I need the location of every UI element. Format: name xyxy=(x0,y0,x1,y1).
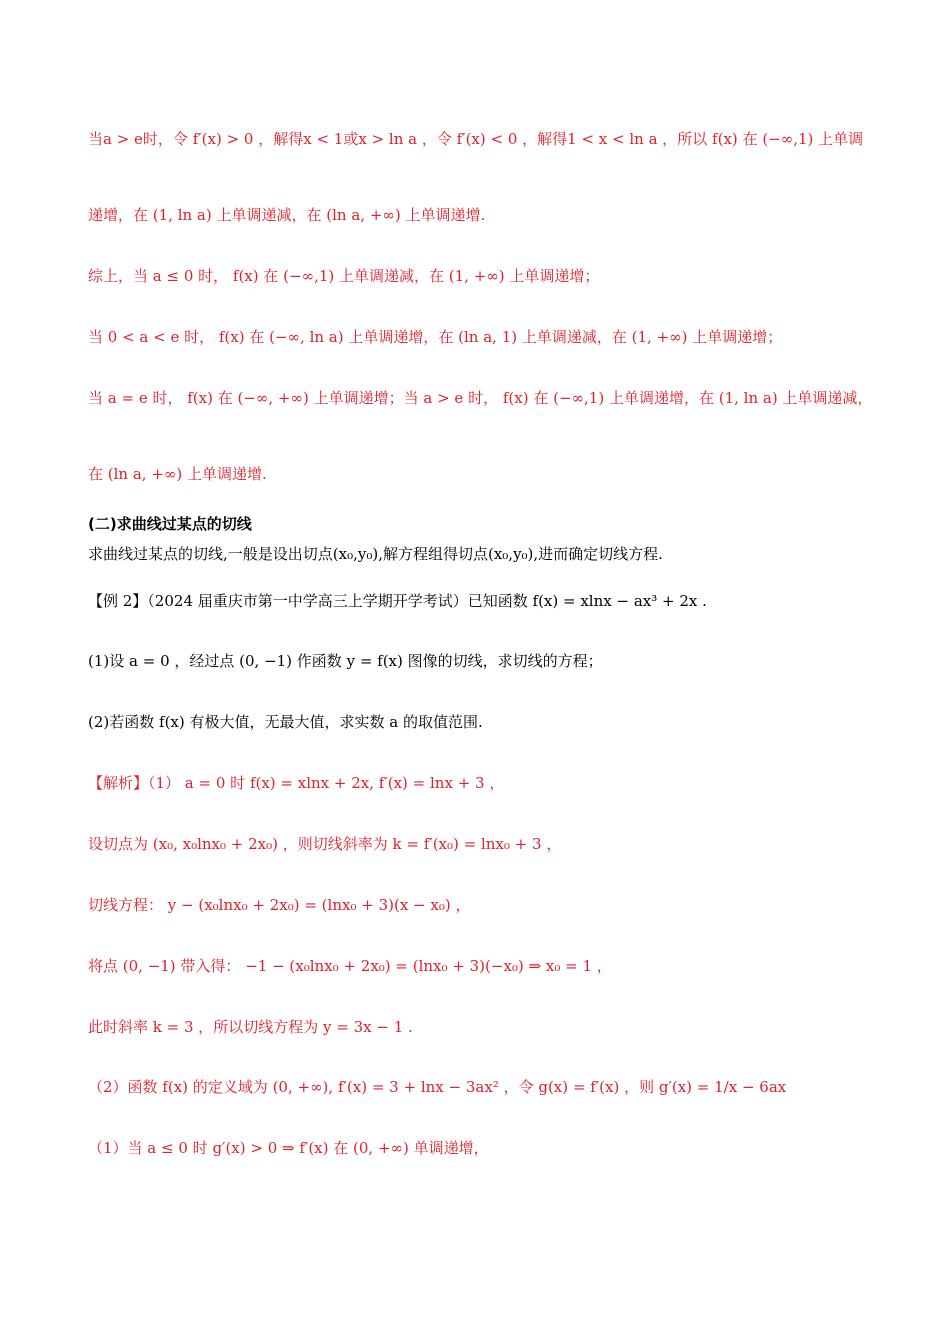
text-line-6: 在 (ln a, +∞) 上单调递增. xyxy=(88,465,267,483)
solution-line-2: 设切点为 (x₀, x₀lnx₀ + 2x₀) ，则切线斜率为 k = f′(x₀) = lnx₀ + 3 ， xyxy=(88,835,562,853)
solution-line-6: （2）函数 f(x) 的定义域为 (0, +∞), f′(x) = 3 + lnx − 3ax² ，令 g(x) = f′(x) ，则 g′(x) = 1/x − 6ax xyxy=(88,1078,787,1096)
solution-line-1: 【解析】（1） a = 0 时 f(x) = xlnx + 2x, f′(x) = lnx + 3 ， xyxy=(88,774,505,792)
text-line-3: 综上，当 a ≤ 0 时， f(x) 在 (−∞,1) 上单调递减，在 (1, +∞) 上单调递增； xyxy=(88,267,600,285)
section-heading: (二)求曲线过某点的切线 xyxy=(88,515,252,533)
solution-line-7: （1）当 a ≤ 0 时 g′(x) > 0 ⇒ f′(x) 在 (0, +∞) 单调递增， xyxy=(88,1139,489,1157)
text-line-4: 当 0 < a < e 时， f(x) 在 (−∞, ln a) 上单调递增，在 (ln a, 1) 上单调递减，在 (1, +∞) 上单调递增； xyxy=(88,328,783,346)
solution-line-4: 将点 (0, −1) 带入得： −1 − (x₀lnx₀ + 2x₀) = (lnx₀ + 3)(−x₀) ⇒ x₀ = 1 ， xyxy=(88,957,612,975)
solution-line-5: 此时斜率 k = 3 ，所以切线方程为 y = 3x − 1 . xyxy=(88,1018,413,1036)
question-1: (1)设 a = 0 ，经过点 (0, −1) 作函数 y = f(x) 图像的切线，求切线的方程； xyxy=(88,652,603,670)
text-line-5: 当 a = e 时， f(x) 在 (−∞, +∞) 上单调递增；当 a > e 时， f(x) 在 (−∞,1) 上单调递增，在 (1, ln a) 上单调递减， xyxy=(88,389,873,407)
text-line-2: 递增，在 (1, ln a) 上单调递减，在 (ln a, +∞) 上单调递增. xyxy=(88,206,486,224)
text-line-8: 求曲线过某点的切线,一般是设出切点(x₀,y₀),解方程组得切点(x₀,y₀),进而确定切线方程. xyxy=(88,545,663,563)
text-line-1: 当a > e时，令 f′(x) > 0 ，解得x < 1或x > ln a ，令 f′(x) < 0 ，解得1 < x < ln a ，所以 f(x) 在 (−∞,1) 上单调 xyxy=(88,130,864,148)
solution-line-3: 切线方程： y − (x₀lnx₀ + 2x₀) = (lnx₀ + 3)(x − x₀) ， xyxy=(88,896,471,914)
example-title: 【例 2】（2024 届重庆市第一中学高三上学期开学考试）已知函数 f(x) = xlnx − ax³ + 2x . xyxy=(88,592,707,610)
question-2: (2)若函数 f(x) 有极大值，无最大值，求实数 a 的取值范围. xyxy=(88,713,483,731)
